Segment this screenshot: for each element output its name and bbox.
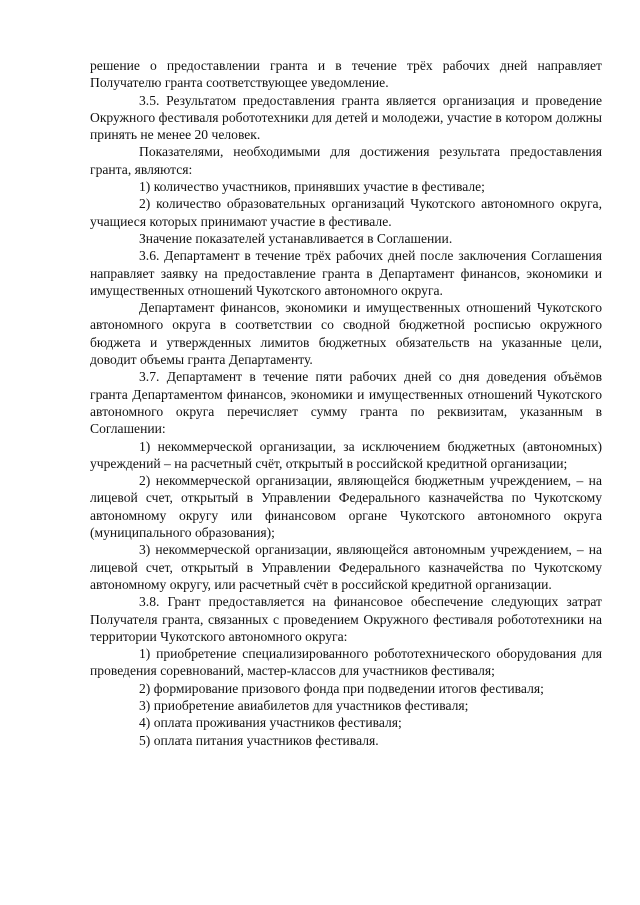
paragraph-3-7-transfer: 3.7. Департамент в течение пяти рабочих дней со дня доведения объёмов гранта Департаментом финансов, экономики и имущественных отношений Чукотского автономного округа перечисляет сумму гранта по реквизитам, указанным в Соглашении:	[90, 369, 602, 437]
list-item-transfer-budget-institution: 2) некоммерческой организации, являющейся бюджетным учреждением, – на лицевой счет, открытый в Управлении Федерального казначейства по Чукотскому автономному округу или финансовом органе Чукотского автономного округа (муниципального образования);	[90, 473, 602, 541]
list-item-cost-accommodation: 4) оплата проживания участников фестиваля;	[139, 715, 402, 731]
paragraph-finance-department: Департамент финансов, экономики и имущественных отношений Чукотского автономного округа в соответствии со сводной бюджетной росписью окружного бюджета и утвержденных лимитов бюджетных обязательств на указанные цели, доводит объемы гранта Департаменту.	[90, 300, 602, 368]
paragraph-3-5-result: 3.5. Результатом предоставления гранта является организация и проведение Окружного фестиваля робототехники для детей и молодежи, участие в котором должны принять не менее 20 человек.	[90, 92, 602, 143]
list-item-cost-air-tickets: 3) приобретение авиабилетов для участников фестиваля;	[139, 697, 469, 713]
list-item-cost-meals: 5) оплата питания участников фестиваля.	[139, 732, 379, 748]
paragraph-indicators-intro: Показателями, необходимыми для достижения результата предоставления гранта, являются:	[90, 144, 602, 177]
list-item-indicator-organizations: 2) количество образовательных организаций Чукотского автономного округа, учащиеся которых принимают участие в фестивале.	[90, 196, 602, 229]
paragraph-grant-decision-notice: решение о предоставлении гранта и в течение трёх рабочих дней направляет Получателю гранта соответствующее уведомление.	[90, 58, 602, 91]
list-item-transfer-nonprofit: 1) некоммерческой организации, за исключением бюджетных (автономных) учреждений – на расчетный счёт, открытый в российской кредитной организации;	[90, 438, 602, 471]
paragraph-indicator-values: Значение показателей устанавливается в Соглашении.	[139, 230, 453, 246]
document-body	[90, 57, 602, 749]
paragraph-3-8-costs: 3.8. Грант предоставляется на финансовое обеспечение следующих затрат Получателя гранта, связанных с проведением Окружного фестиваля робототехники на территории Чукотского автономного округа:	[90, 594, 602, 644]
list-item-transfer-autonomous-institution: 3) некоммерческой организации, являющейся автономным учреждением, – на лицевой счет, открытый в Управлении Федерального казначейства по Чукотскому автономному округу, или расчетный счёт в российской кредитной организации.	[90, 542, 602, 592]
list-item-cost-prize-fund: 2) формирование призового фонда при подведении итогов фестиваля;	[139, 680, 544, 696]
list-item-indicator-participants: 1) количество участников, принявших участие в фестивале;	[139, 179, 485, 195]
paragraph-3-6-request: 3.6. Департамент в течение трёх рабочих дней после заключения Соглашения направляет заявку на предоставление гранта в Департамент финансов, экономики и имущественных отношений Чукотского автономного округа.	[90, 248, 602, 298]
list-item-cost-equipment: 1) приобретение специализированного робототехнического оборудования для проведения соревнований, мастер-классов для участников фестиваля;	[90, 646, 602, 679]
